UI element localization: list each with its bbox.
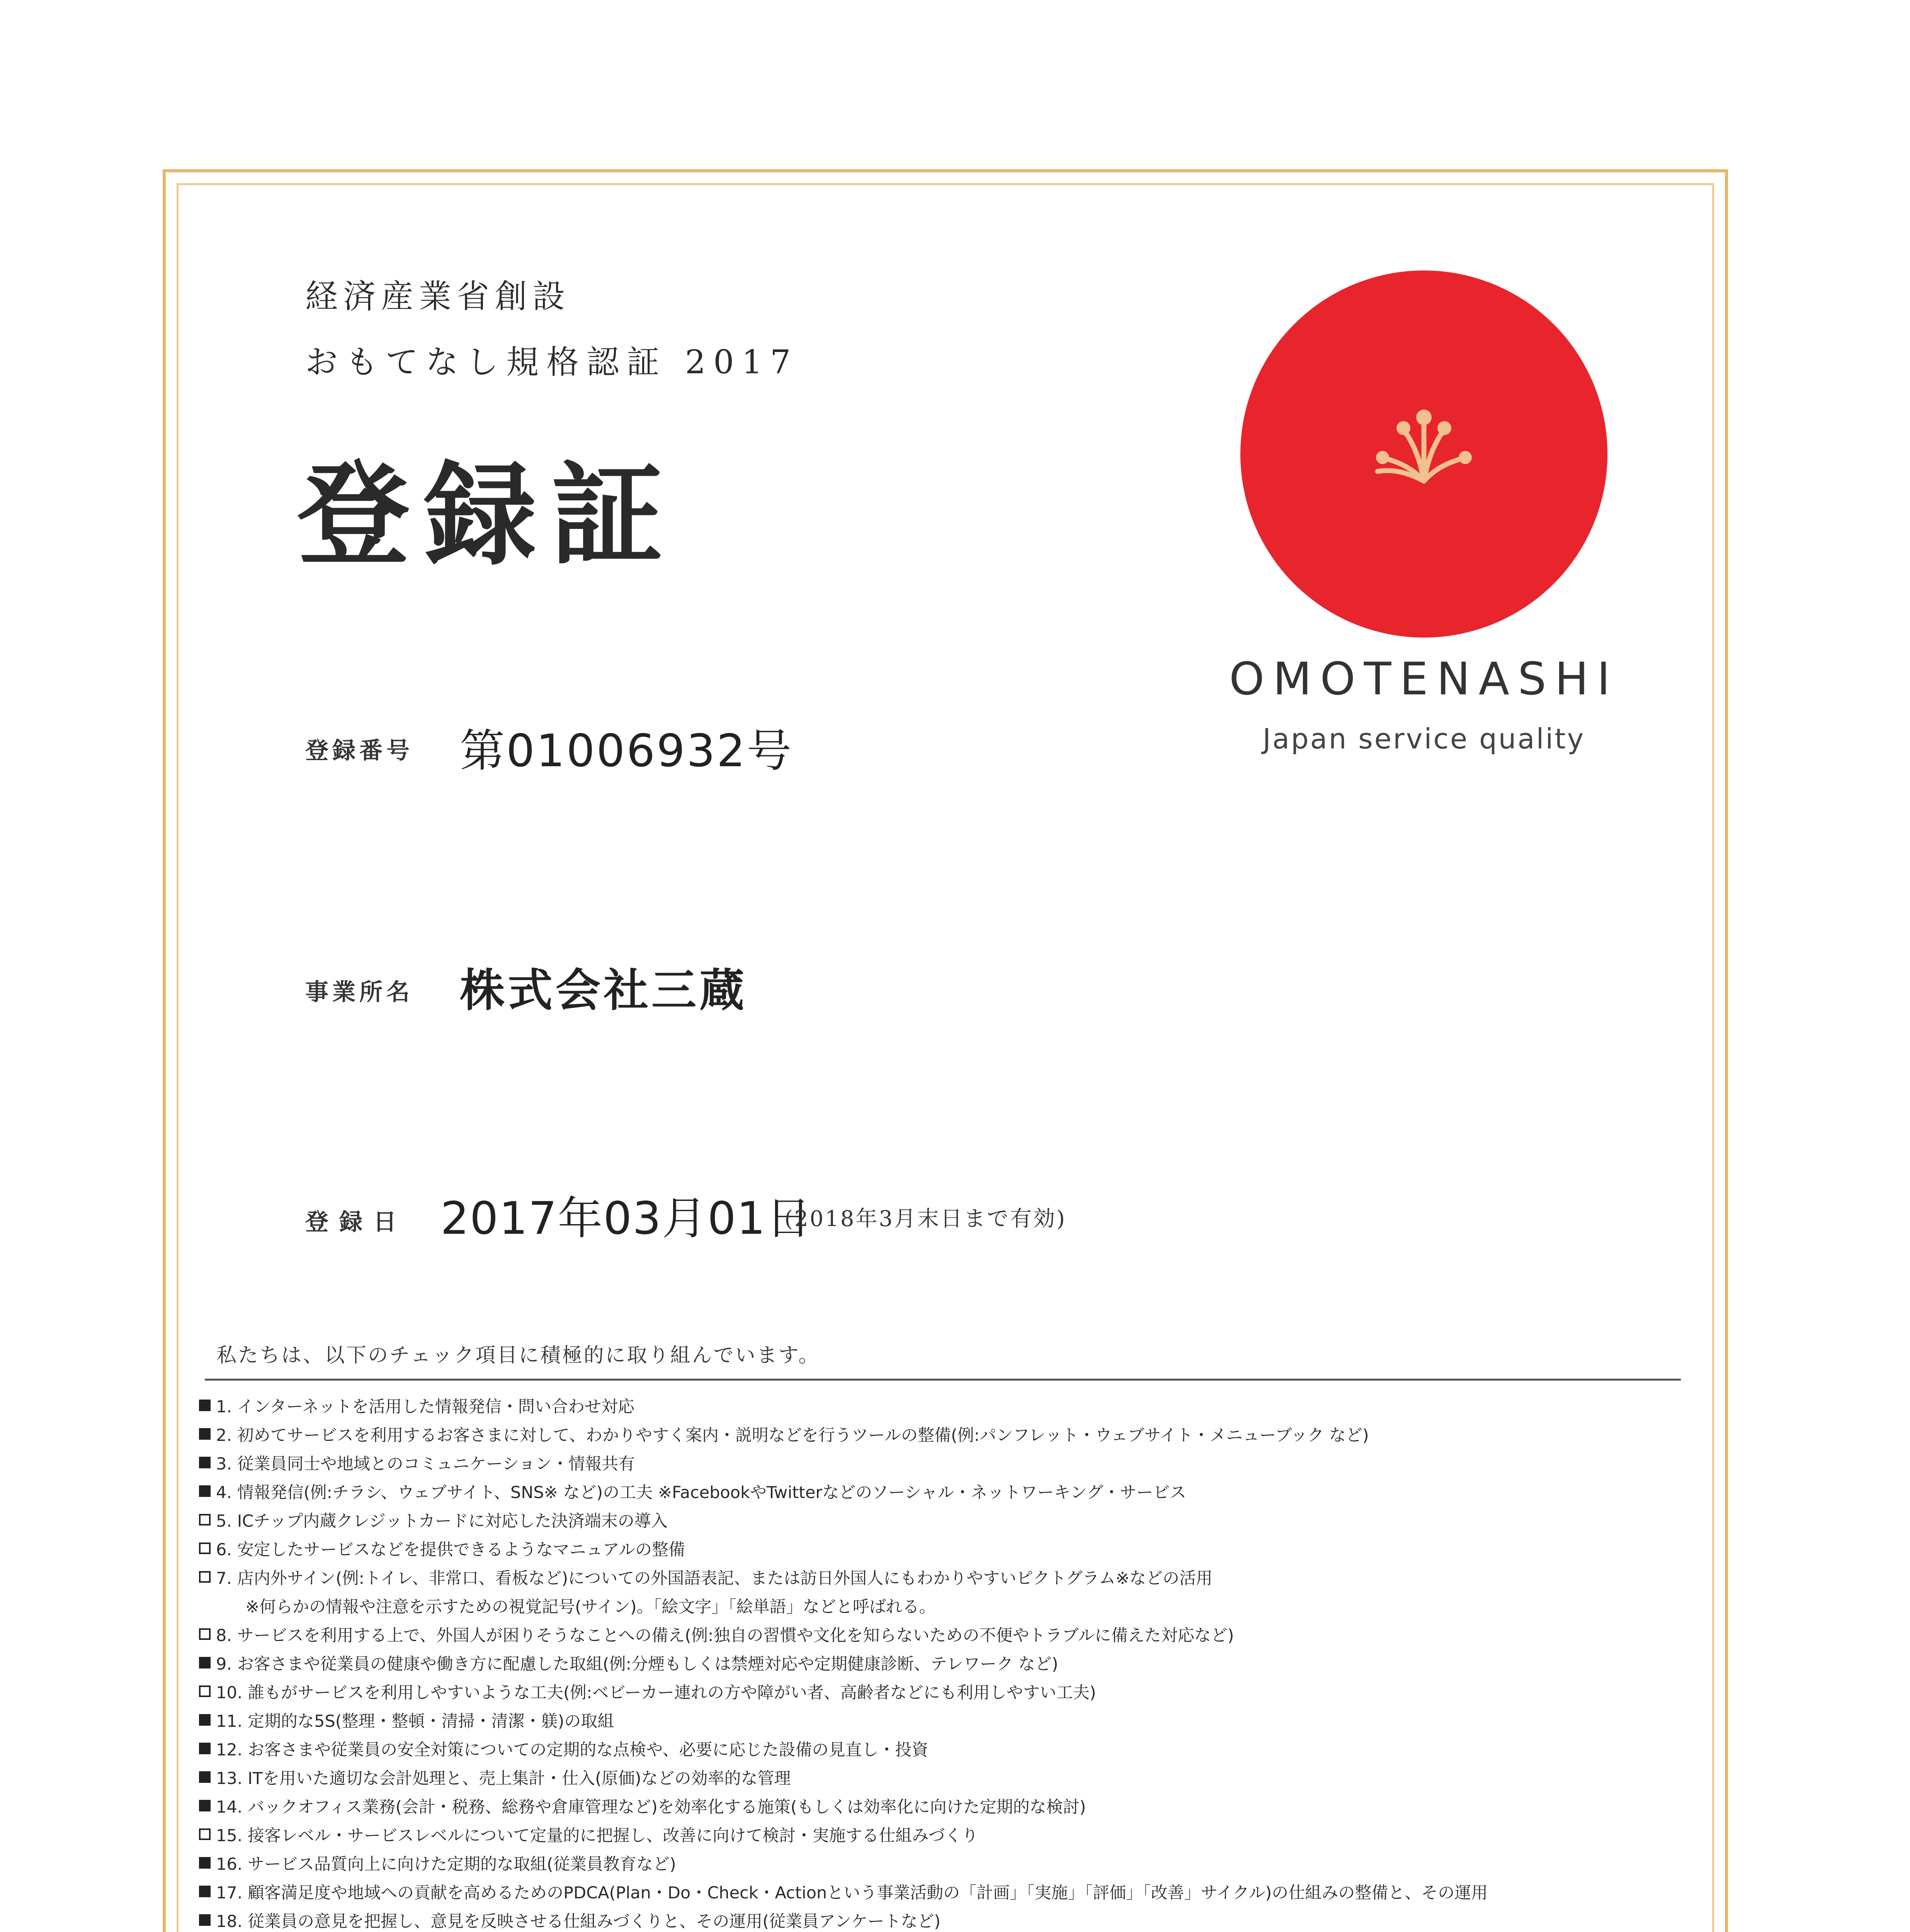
checklist-item-text: 17. 顧客満足度や地域への貢献を高めるためのPDCA(Plan・Do・Check・Actionという事業活動の「計画」「実施」「評価」「改善」サイクル)の仕組みの整備と、その運用	[216, 1883, 1488, 1903]
validity-period: (2018年3月末日まで有効)	[784, 1206, 1066, 1231]
checklist-item-text: 16. サービス品質向上に向けた定期的な取組(従業員教育など)	[216, 1854, 676, 1874]
checked-box-icon	[199, 1485, 211, 1497]
unchecked-box-icon	[199, 1628, 211, 1640]
registration-number-value: 第01006932号	[460, 725, 793, 777]
registration-date-label: 登録日	[305, 1209, 407, 1236]
checked-box-icon	[199, 1914, 211, 1926]
checklist-item	[199, 1677, 1683, 1706]
checklist-item	[199, 1477, 1683, 1505]
checklist-item-text: 8. サービスを利用する上で、外国人が困りそうなことへの備え(例:独自の習慣や文化を知らないための不便やトラブルに備えた対応など)	[216, 1626, 1234, 1645]
business-name-label: 事業所名	[305, 979, 413, 1006]
checked-box-icon	[199, 1743, 211, 1754]
checklist-item-text: 11. 定期的な5S(整理・整頓・清掃・清潔・躾)の取組	[216, 1711, 614, 1731]
unchecked-box-icon	[199, 1514, 211, 1526]
checklist-item-text: 18. 従業員の意見を把握し、意見を反映させる仕組みづくりと、その運用(従業員アンケートなど)	[216, 1912, 941, 1931]
registration-number-label: 登録番号	[305, 737, 413, 764]
checklist-item	[199, 1706, 1683, 1734]
checklist-item	[199, 1534, 1683, 1563]
checklist-item-text: 4. 情報発信(例:チラシ、ウェブサイト、SNS※ など)の工夫 ※FacebookやTwitterなどのソーシャル・ネットワーキング・サービス	[216, 1483, 1187, 1502]
checklist-item-text: 9. お客さまや従業員の健康や働き方に配慮した取組(例:分煙もしくは禁煙対応や定期健康診断、テレワーク など)	[216, 1654, 1058, 1674]
checklist-item-text: 15. 接客レベル・サービスレベルについて定量的に把握し、改善に向けて検討・実施する仕組みづくり	[216, 1826, 978, 1845]
checklist-item-text: 14. バックオフィス業務(会計・税務、総務や倉庫管理など)を効率化する施策(もしくは効率化に向けた定期的な検討)	[216, 1797, 1086, 1817]
unchecked-box-icon	[199, 1543, 211, 1554]
checklist-item	[199, 1849, 1683, 1877]
checked-box-icon	[199, 1400, 211, 1411]
checklist	[199, 1391, 1683, 1932]
logo-tagline: Japan service quality	[1262, 723, 1585, 755]
certification-name: おもてなし規格認証 2017	[305, 343, 799, 381]
checklist-item-text: ※何らかの情報や注意を示すための視覚記号(サイン)。「絵文字」「絵単語」などと呼ばれる。	[245, 1597, 936, 1617]
checklist-item-text: 5. ICチップ内蔵クレジットカードに対応した決済端末の導入	[216, 1511, 668, 1531]
checklist-item	[199, 1763, 1683, 1791]
checklist-item-text: 2. 初めてサービスを利用するお客さまに対して、わかりやすく案内・説明などを行うツールの整備(例:パンフレット・ウェブサイト・メニューブック など)	[216, 1425, 1369, 1445]
checklist-item	[199, 1448, 1683, 1477]
issuer-line: 経済産業省創設	[305, 277, 571, 315]
checklist-item	[199, 1734, 1683, 1763]
checklist-item-text: 10. 誰もがサービスを利用しやすいような工夫(例:ベビーカー連れの方や障がい者、高齢者などにも利用しやすい工夫)	[216, 1683, 1096, 1702]
certificate-title: 登録証	[298, 449, 678, 581]
checklist-item	[199, 1906, 1683, 1932]
checklist-item	[199, 1620, 1683, 1648]
business-name-value: 株式会社三蔵	[460, 964, 747, 1017]
checklist-intro: 私たちは、以下のチェック項目に積極的に取り組んでいます。	[216, 1344, 820, 1367]
logo-wordmark: OMOTENASHI	[1229, 653, 1619, 705]
checklist-item-text: 1. インターネットを活用した情報発信・問い合わせ対応	[216, 1397, 634, 1417]
checklist-item-text: 6. 安定したサービスなどを提供できるようなマニュアルの整備	[216, 1540, 685, 1560]
unchecked-box-icon	[199, 1685, 211, 1697]
checklist-note	[199, 1591, 1683, 1620]
checklist-item-text: 3. 従業員同士や地域とのコミュニケーション・情報共有	[216, 1454, 635, 1474]
checked-box-icon	[199, 1886, 211, 1897]
checked-box-icon	[199, 1428, 211, 1440]
checklist-item-text: 13. ITを用いた適切な会計処理と、売上集計・仕入(原価)などの効率的な管理	[216, 1769, 791, 1788]
registration-date-value: 2017年03月01日	[441, 1192, 812, 1245]
checklist-item	[199, 1391, 1683, 1420]
checklist-item	[199, 1791, 1683, 1820]
checklist-item-text: 12. お客さまや従業員の安全対策についての定期的な点検や、必要に応じた設備の見直し・投資	[216, 1740, 929, 1760]
checklist-item	[199, 1877, 1683, 1906]
unchecked-box-icon	[199, 1571, 211, 1583]
checked-box-icon	[199, 1771, 211, 1783]
checklist-item-text: 7. 店内外サイン(例:トイレ、非常口、看板など)についての外国語表記、または訪日外国人にもわかりやすいピクトグラム※などの活用	[216, 1568, 1213, 1588]
checked-box-icon	[199, 1800, 211, 1811]
checklist-item	[199, 1420, 1683, 1448]
checked-box-icon	[199, 1857, 211, 1869]
checklist-item	[199, 1505, 1683, 1534]
divider-top	[205, 1379, 1681, 1381]
unchecked-box-icon	[199, 1828, 211, 1840]
checked-box-icon	[199, 1657, 211, 1668]
omotenashi-logo	[1240, 270, 1607, 638]
checked-box-icon	[199, 1714, 211, 1726]
checklist-item	[199, 1820, 1683, 1849]
checklist-item	[199, 1648, 1683, 1677]
checklist-item	[199, 1563, 1683, 1591]
checked-box-icon	[199, 1457, 211, 1468]
